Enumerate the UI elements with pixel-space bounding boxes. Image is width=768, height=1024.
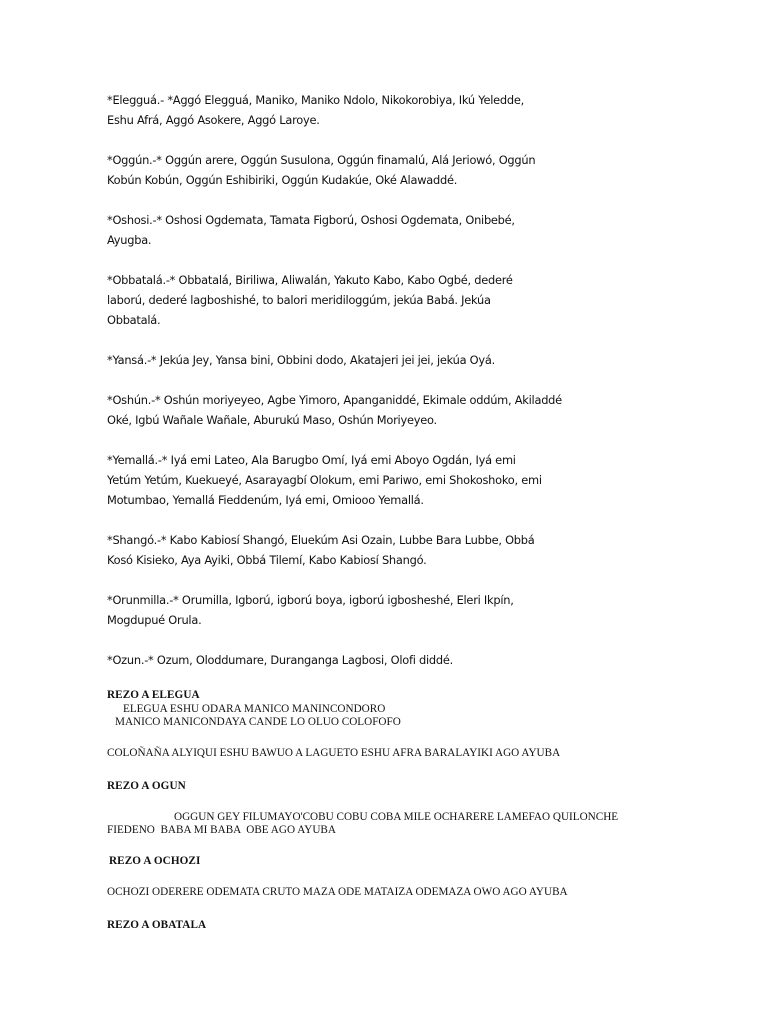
rezo-ochozi-line-1: OCHOZI ODERERE ODEMATA CRUTO MAZA ODE MATAIZA ODEMAZA OWO AGO AYUBA <box>107 886 568 898</box>
prayer-shango: *Shangó.-* Kabo Kabiosí Shangó, Eluekúm Asi Ozain, Lubbe Bara Lubbe, Obbá Kosó Kisieko, Aya Ayiki, Obbá Tilemí, Kabo Kabiosí Shangó. <box>107 533 535 567</box>
rezo-ogun-line-2: FIEDENO BABA MI BABA OBE AGO AYUBA <box>107 824 336 836</box>
rezo-obatala-heading: REZO A OBATALA <box>107 919 207 931</box>
rezo-elegua-line-1: ELEGUA ESHU ODARA MANICO MANINCONDORO <box>123 703 386 715</box>
prayer-oggun: *Oggún.-* Oggún arere, Oggún Susulona, Oggún finamalú, Alá Jeriowó, Oggún Kobún Kobún, Oggún Eshibiriki, Oggún Kudakúe, Oké Alawaddé. <box>107 153 536 187</box>
rezo-elegua-line-3: COLOÑAÑA ALYIQUI ESHU BAWUO A LAGUETO ESHU AFRA BARALAYIKI AGO AYUBA <box>107 747 561 759</box>
prayer-yansa: *Yansá.-* Jekúa Jey, Yansa bini, Obbini dodo, Akatajeri jei jei, jekúa Oyá. <box>107 353 495 367</box>
rezo-ogun-line-1: OGGUN GEY FILUMAYO'COBU COBU COBA MILE OCHARERE LAMEFAO QUILONCHE <box>174 811 619 823</box>
prayer-oshosi: *Oshosi.-* Oshosi Ogdemata, Tamata Figború, Oshosi Ogdemata, Onibebé, Ayugba. <box>107 213 515 247</box>
prayer-obbatala: *Obbatalá.-* Obbatalá, Biriliwa, Aliwalán, Yakuto Kabo, Kabo Ogbé, dederé laború, dederé lagboshishé, to balori meridiloggúm, jekúa Babá. Jekúa Obbatalá. <box>107 273 513 327</box>
prayer-ozun: *Ozun.-* Ozum, Oloddumare, Duranganga Lagbosi, Olofi diddé. <box>107 653 454 667</box>
rezo-elegua-heading: REZO A ELEGUA <box>107 689 200 701</box>
prayer-oshun: *Oshún.-* Oshún moriyeyeo, Agbe Yimoro, Apanganiddé, Ekimale oddúm, Akiladdé Oké, Igbú Wañale Wañale, Aburukú Maso, Oshún Moriyeyeo. <box>107 393 562 427</box>
prayer-yemalla: *Yemallá.-* Iyá emi Lateo, Ala Barugbo Omí, Iyá emi Aboyo Ogdán, Iyá emi Yetúm Yetúm, Kuekueyé, Asarayagbí Olokum, emi Pariwo, emi Shokoshoko, emi Motumbao, Yemallá Fieddenúm, Iyá emi, Omiooo Yemallá. <box>107 453 542 507</box>
prayer-orunmilla: *Orunmilla.-* Orumilla, Igború, igború boya, igború igbosheshé, Eleri Ikpín, Mogdupué Orula. <box>107 593 514 627</box>
prayer-elegua: *Elegguá.- *Aggó Elegguá, Maniko, Maniko Ndolo, Nikokorobiya, Ikú Yeledde, Eshu Afrá, Aggó Asokere, Aggó Laroye. <box>107 93 524 127</box>
rezo-ochozi-heading: REZO A OCHOZI <box>109 855 201 867</box>
rezo-ogun-heading: REZO A OGUN <box>107 780 186 792</box>
rezo-elegua-line-2: MANICO MANICONDAYA CANDE LO OLUO COLOFOFO <box>115 716 401 728</box>
